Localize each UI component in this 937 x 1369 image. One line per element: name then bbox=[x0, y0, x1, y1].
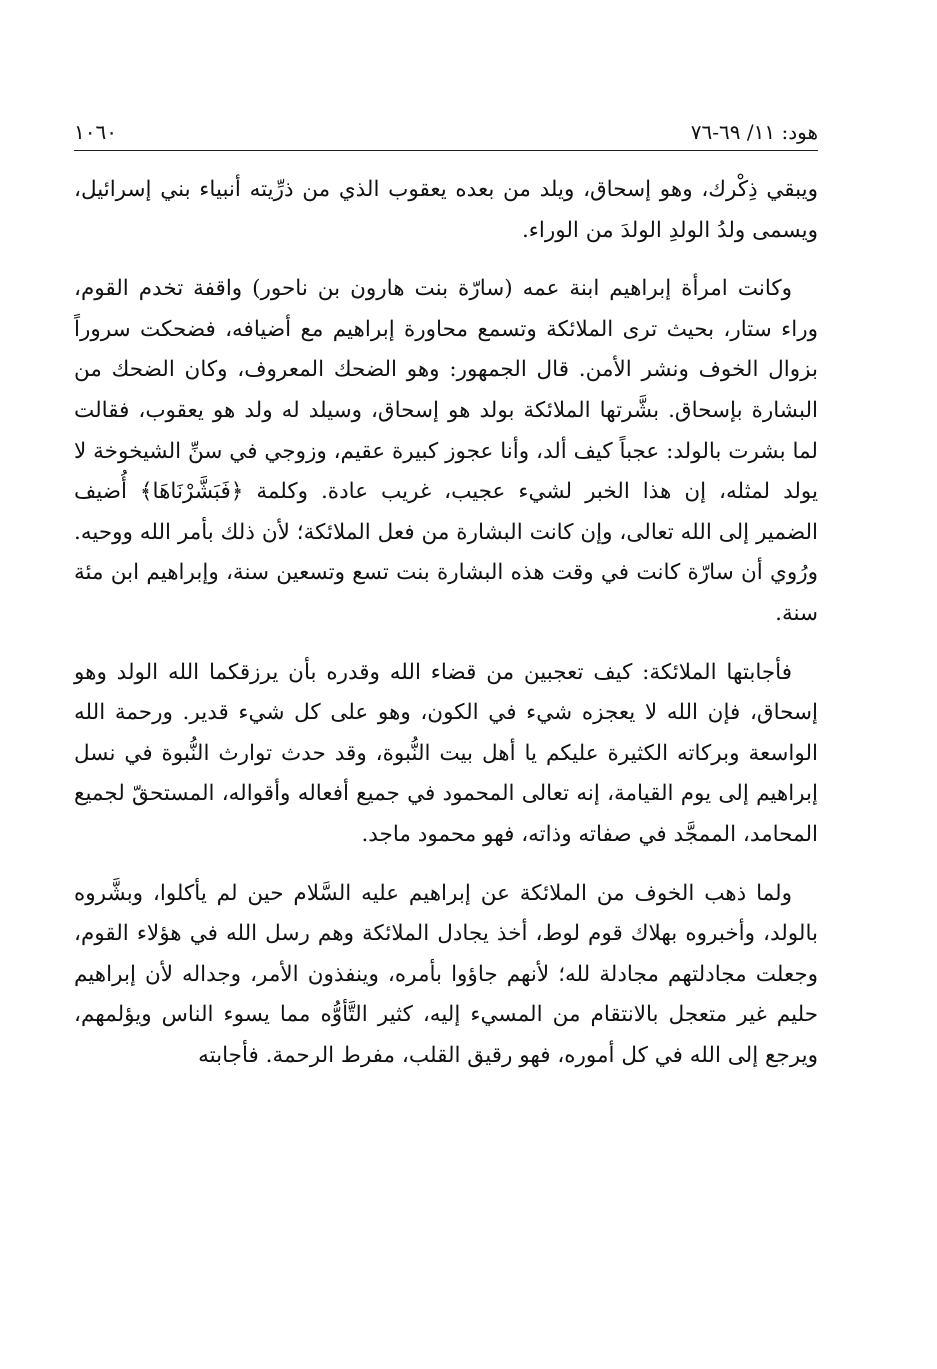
chapter-verse-reference: هود: ١١/ ٦٩-٧٦ bbox=[690, 120, 818, 144]
header-rule bbox=[74, 150, 818, 151]
paragraph-4: ولما ذهب الخوف من الملائكة عن إبراهيم عليه السَّلام حين لم يأكلوا، وبشَّروه بالولد، وأخبروه بهلاك قوم لوط، أخذ يجادل الملائكة وهم رسل الله في هؤلاء القوم، وجعلت مجادلتهم مجادلة لله؛ لأنهم جاؤوا بأمره، وينفذون الأمر، وجداله لأن إبراهيم حليم غير متعجل بالانتقام من المسيء إليه، كثير التَّأوُّه مما يسوء الناس ويؤلمهم، ويرجع إلى الله في كل أموره، فهو رقيق القلب، مفرط الرحمة. فأجابته bbox=[74, 880, 818, 1068]
page-number: ١٠٦٠ bbox=[74, 120, 117, 144]
paragraph-3: فأجابتها الملائكة: كيف تعجبين من قضاء الله وقدره بأن يرزقكما الله الولد وهو إسحاق، فإن الله لا يعجزه شيء في الكون، وهو على كل شيء قدير. ورحمة الله الواسعة وبركاته الكثيرة عليكم يا أهل بيت النُّبوة، وقد حدث توارث النُّبوة في نسل إبراهيم إلى يوم القيامة، إنه تعالى المحمود في جميع أفعاله وأقواله، المستحقّ لجميع المحامد، الممجَّد في صفاته وذاته، فهو محمود ماجد. bbox=[74, 659, 818, 847]
running-head bbox=[74, 108, 818, 144]
paragraph-2: وكانت امرأة إبراهيم ابنة عمه (سارّة بنت هارون بن ناحور) واقفة تخدم القوم، وراء ستار، بحيث ترى الملائكة وتسمع محاورة إبراهيم مع أضيافه، فضحكت سروراً بزوال الخوف ونشر الأمن. قال الجمهور: وهو الضحك المعروف، وكان الضحك من البشارة بإسحاق. بشَّرتها الملائكة بولد هو إسحاق، وسيلد له ولد هو يعقوب، فقالت لما بشرت بالولد: عجباً كيف ألد، وأنا عجوز كبيرة عقيم، وزوجي في سنِّ الشيخوخة لا يولد لمثله، إن هذا الخبر لشيء عجيب، غريب عادة. وكلمة ﴿فَبَشَّرْنَاهَا﴾ أُضيف الضمير إلى الله تعالى، وإن كانت البشارة من فعل الملائكة؛ لأن ذلك بأمر الله ووحيه. ورُوي أن سارّة كانت في وقت هذه البشارة بنت تسع وتسعين سنة، وإبراهيم ابن مئة سنة. bbox=[74, 276, 818, 626]
body-text bbox=[74, 170, 818, 1094]
paragraph-1: ويبقي ذِكْرك، وهو إسحاق، ويلد من بعده يعقوب الذي من ذرِّيته أنبياء بني إسرائيل، ويسمى ولدُ الولدِ الولدَ من الوراء. bbox=[74, 177, 818, 243]
